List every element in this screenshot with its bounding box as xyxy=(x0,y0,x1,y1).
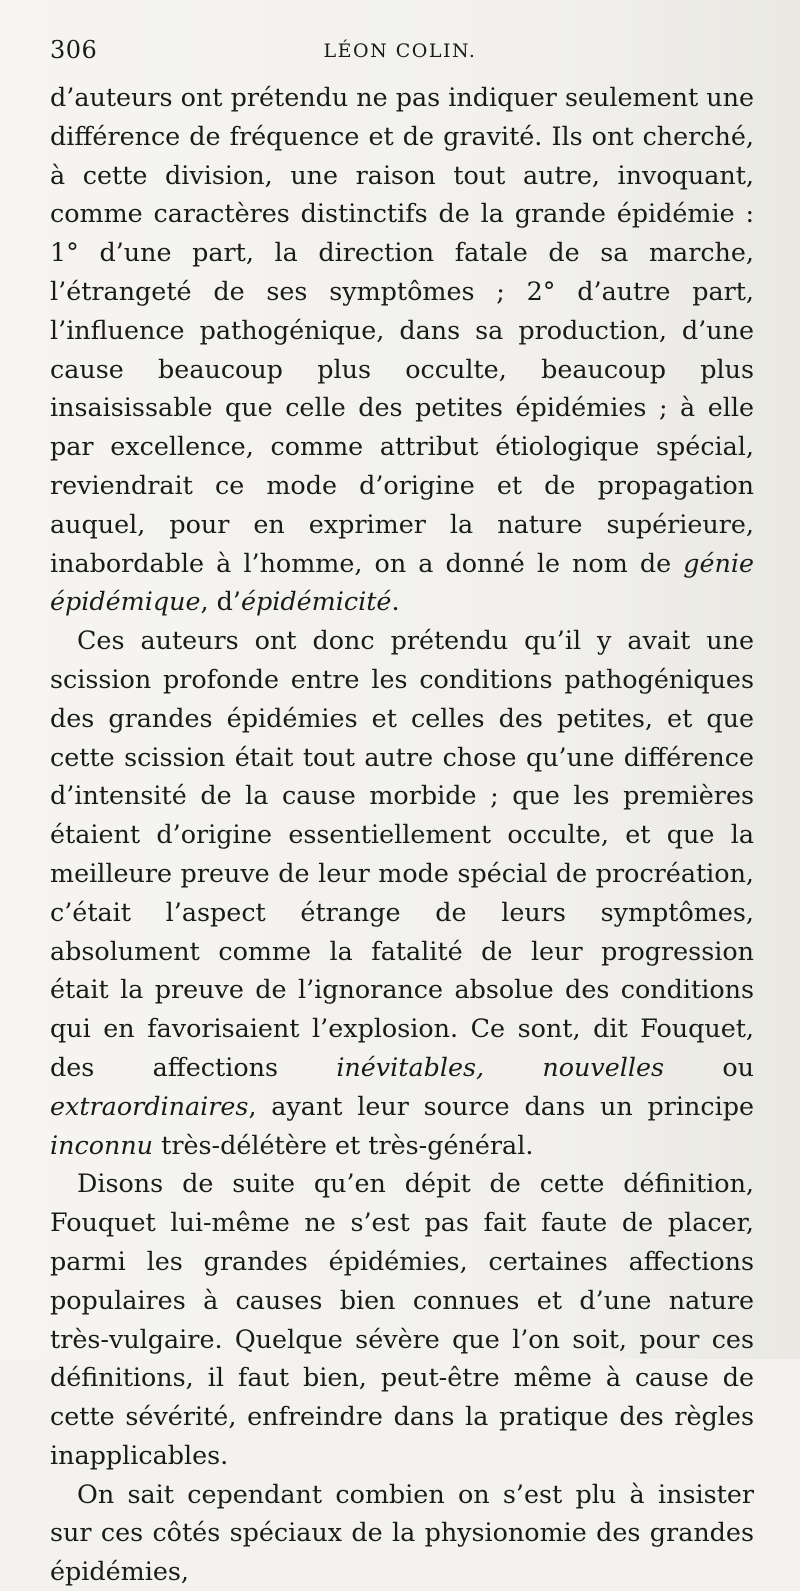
text-run: , ayant leur source dans un principe xyxy=(248,1090,754,1121)
text-run: Ces auteurs ont donc prétendu qu’il y avait une scission profonde entre les conditions pathogéniques des grandes épidémies et celles des petites, et que cette scission était tout autre chose qu’une différence d’intensité de la cause morbide ; que les premières étaient d’origine essentiellement occulte, et que la meilleure preuve de leur mode spécial de procréation, c’était l’aspect étrange de leurs symptômes, absolument comme la fatalité de leur progression était la preuve de l’ignorance absolue des conditions qui en favorisaient l’explosion. Ce sont, dit Fouquet, des affections xyxy=(50,625,754,1082)
italic-term: épidémicité xyxy=(240,586,392,617)
italic-term: extraordinaires xyxy=(50,1090,249,1121)
page-header xyxy=(50,36,750,66)
italic-term: inconnu xyxy=(50,1129,154,1160)
paragraph-4 xyxy=(50,1475,754,1591)
paragraph-2 xyxy=(50,621,754,1164)
body-text xyxy=(50,78,754,1591)
text-run: très-délétère et très-général. xyxy=(153,1129,534,1160)
text-run: d’auteurs ont prétendu ne pas indiquer seulement une différence de fréquence et de gravité. Ils ont cherché, à cette division, une raison tout autre, invoquant, comme caractères distinctifs de la grande épidémie : 1° d’une part, la direction fatale de sa marche, l’étrangeté de ses symptômes ; 2° d’autre part, l’influence pathogénique, dans sa production, d’une cause beaucoup plus occulte, beaucoup plus insaisissable que celle des petites épidémies ; à elle par excellence, comme attribut étiologique spécial, reviendrait ce mode d’origine et de propagation auquel, pour en exprimer la nature supérieure, inabordable à l’homme, on a donné le nom de xyxy=(50,82,754,578)
italic-term: génie épidémique xyxy=(50,547,754,617)
text-run: , d’ xyxy=(200,586,241,617)
running-head: LÉON COLIN. xyxy=(323,40,477,62)
paragraph-1 xyxy=(50,78,754,621)
text-run: ou xyxy=(664,1051,755,1082)
text-run: On sait cependant combien on s’est plu à insister sur ces côtés spéciaux de la physionomie des grandes épidémies, xyxy=(50,1478,754,1587)
paragraph-3 xyxy=(50,1164,754,1474)
text-run: . xyxy=(391,586,400,617)
text-run: Disons de suite qu’en dépit de cette définition, Fouquet lui-même ne s’est pas fait faute de placer, parmi les grandes épidémies, certaines affections populaires à causes bien connues et d’une nature très-vulgaire. Quelque sévère que l’on soit, pour ces définitions, il faut bien, peut-être même à cause de cette sévérité, enfreindre dans la pratique des règles inapplicables. xyxy=(50,1168,754,1470)
italic-term: inévitables, nouvelles xyxy=(336,1051,665,1082)
page-number: 306 xyxy=(50,36,98,64)
